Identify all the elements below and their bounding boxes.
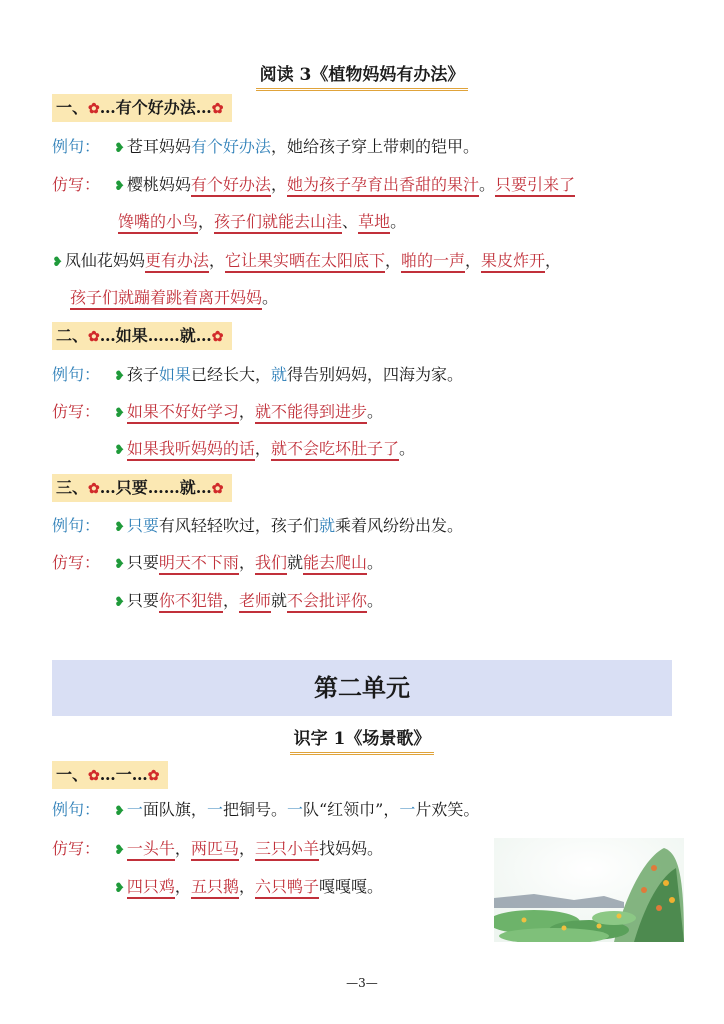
page-number: —3— — [346, 976, 378, 990]
keyword: 一 — [126, 800, 143, 819]
leaf-icon: ❥ — [114, 443, 125, 458]
example-sentence — [52, 136, 479, 160]
imitation-label: 仿写： — [52, 553, 101, 572]
underlined-phrase: 她为孩子孕育出香甜的果汁 — [287, 175, 479, 197]
section-number: 二、 — [56, 326, 89, 345]
imitation-sentence-1 — [52, 174, 575, 198]
text: 就 — [286, 553, 303, 572]
imitation-sentence-1-cont — [118, 211, 406, 233]
underlined-phrase: 孩子们就能去山洼 — [214, 212, 342, 234]
text: 樱桃妈妈 — [126, 175, 191, 194]
keyword: 一 — [286, 800, 303, 819]
text: 队“红领巾”， — [302, 800, 400, 819]
flower-icon: ✿ — [211, 329, 224, 345]
text: 有风轻轻吹过，孩子们 — [158, 516, 319, 535]
section-number: 一、 — [56, 765, 89, 784]
leaf-icon: ❥ — [114, 804, 125, 819]
section-pattern: …只要……就… — [99, 478, 212, 497]
text: 。 — [398, 439, 415, 458]
text: 、 — [342, 212, 359, 231]
text: ， — [208, 251, 225, 270]
imitation-sentence-1 — [52, 552, 383, 576]
text: ， — [198, 212, 215, 231]
text: ， — [545, 251, 562, 270]
flower-icon: ✿ — [88, 768, 100, 784]
imitation-sentence-1 — [52, 401, 383, 425]
text: 孩子 — [126, 365, 159, 384]
section-header-3 — [52, 474, 232, 502]
keyword: 只要 — [126, 516, 159, 535]
text: ， — [174, 839, 191, 858]
text: ， — [238, 839, 255, 858]
flower-icon: ✿ — [147, 768, 160, 784]
underlined-phrase: 更有办法 — [145, 251, 209, 273]
text: 就 — [270, 591, 287, 610]
underlined-phrase: 孩子们就蹦着跳着离开妈妈 — [70, 288, 262, 310]
lesson-title-text: 阅读 3《植物妈妈有办法》 — [256, 60, 469, 91]
example-sentence — [52, 364, 463, 388]
section-pattern: …一… — [99, 765, 148, 784]
leaf-icon: ❥ — [114, 406, 125, 421]
underlined-phrase: 不会批评你 — [287, 591, 367, 613]
leaf-icon: ❥ — [114, 141, 125, 156]
text: ， — [238, 402, 255, 421]
text: 把铜号。 — [222, 800, 287, 819]
section-header-1 — [52, 94, 232, 122]
underlined-phrase: 一头牛 — [127, 839, 175, 861]
pond-scene-illustration — [494, 838, 684, 942]
section-pattern: …如果……就… — [99, 326, 212, 345]
underlined-phrase: 我们 — [255, 553, 287, 575]
flower-icon: ✿ — [211, 101, 224, 117]
underlined-phrase: 如果不好好学习 — [127, 402, 239, 424]
text: 面队旗， — [142, 800, 207, 819]
text: 。 — [390, 212, 407, 231]
imitation-sentence-1 — [52, 838, 383, 862]
leaf-icon: ❥ — [114, 843, 125, 858]
text: ， — [238, 553, 255, 572]
example-sentence — [52, 799, 479, 823]
keyword: 就 — [270, 365, 287, 384]
underlined-phrase: 六只鸭子 — [255, 877, 319, 899]
keyword: 就 — [318, 516, 335, 535]
example-label: 例句： — [52, 365, 101, 384]
text: ， — [238, 877, 255, 896]
keyword: 如果 — [158, 365, 191, 384]
flower-icon: ✿ — [88, 101, 100, 117]
text: ， — [384, 251, 401, 270]
underlined-phrase: 老师 — [239, 591, 271, 613]
underlined-phrase: 你不犯错 — [159, 591, 223, 613]
section-header-1 — [52, 761, 168, 789]
text: ， — [270, 175, 287, 194]
underlined-phrase: 馋嘴的小鸟 — [118, 212, 198, 234]
underlined-phrase: 就不能得到进步 — [255, 402, 367, 424]
leaf-icon: ❥ — [114, 557, 125, 572]
imitation-label: 仿写： — [52, 402, 101, 421]
text: 。 — [367, 591, 384, 610]
underlined-phrase: 草地 — [358, 212, 390, 234]
imitation-sentence-2 — [114, 876, 383, 900]
leaf-icon: ❥ — [114, 179, 125, 194]
leaf-icon: ❥ — [52, 255, 63, 270]
example-sentence — [52, 515, 463, 539]
example-label: 例句： — [52, 137, 101, 156]
text: 找妈妈。 — [318, 839, 383, 858]
imitation-sentence-2-cont — [70, 287, 278, 309]
imitation-sentence-2 — [114, 590, 383, 614]
underlined-phrase: 果皮炸开 — [481, 251, 545, 273]
underlined-phrase: 它让果实晒在太阳底下 — [225, 251, 385, 273]
text: 凤仙花妈妈 — [64, 251, 145, 270]
underlined-phrase: 能去爬山 — [303, 553, 367, 575]
keyword: 一 — [399, 800, 416, 819]
flower-icon: ✿ — [88, 481, 100, 497]
underlined-phrase: 明天不下雨 — [159, 553, 239, 575]
flower-icon: ✿ — [88, 329, 100, 345]
underlined-phrase: 就不会吃坏肚子了 — [271, 439, 399, 461]
keyword: 一 — [206, 800, 223, 819]
imitation-sentence-2 — [114, 438, 415, 462]
text: 。 — [262, 288, 279, 307]
leaf-icon: ❥ — [114, 369, 125, 384]
underlined-phrase: 四只鸡 — [127, 877, 175, 899]
text: 只要 — [126, 591, 159, 610]
text: 嘎嘎嘎。 — [318, 877, 383, 896]
lesson-title — [0, 60, 724, 91]
leaf-icon: ❥ — [114, 595, 125, 610]
text: ， — [222, 591, 239, 610]
example-label: 例句： — [52, 800, 101, 819]
flower-icon: ✿ — [211, 481, 224, 497]
imitation-label: 仿写： — [52, 175, 101, 194]
underlined-phrase: 五只鹅 — [191, 877, 239, 899]
text: 。 — [367, 553, 384, 572]
example-label: 例句： — [52, 516, 101, 535]
underlined-phrase: 有个好办法 — [191, 175, 271, 197]
section-header-2 — [52, 322, 232, 350]
imitation-sentence-2 — [52, 250, 561, 274]
leaf-icon: ❥ — [114, 520, 125, 535]
text: 苍耳妈妈 — [126, 137, 191, 156]
leaf-icon: ❥ — [114, 881, 125, 896]
section-number: 一、 — [56, 98, 89, 117]
imitation-label: 仿写： — [52, 839, 101, 858]
text: ，她给孩子穿上带刺的铠甲。 — [270, 137, 479, 156]
text: 只要 — [126, 553, 159, 572]
underlined-phrase: 如果我听妈妈的话 — [127, 439, 255, 461]
unit-heading: 第二单元 — [52, 660, 672, 716]
text: 片欢笑。 — [415, 800, 480, 819]
underlined-phrase: 两匹马 — [191, 839, 239, 861]
text: ， — [465, 251, 482, 270]
text: 。 — [366, 402, 383, 421]
text: 已经长大， — [190, 365, 271, 384]
section-number: 三、 — [56, 478, 89, 497]
section-pattern: …有个好办法… — [99, 98, 212, 117]
text: ， — [174, 877, 191, 896]
lesson-title-text: 识字 1《场景歌》 — [290, 724, 435, 755]
text: 得告别妈妈，四海为家。 — [286, 365, 463, 384]
text: 。 — [478, 175, 495, 194]
lesson-title — [0, 724, 724, 755]
underlined-phrase: 啪的一声 — [401, 251, 465, 273]
text: 乘着风纷纷出发。 — [334, 516, 463, 535]
keyword: 有个好办法 — [190, 137, 271, 156]
underlined-phrase: 三只小羊 — [255, 839, 319, 861]
text: ， — [254, 439, 271, 458]
underlined-phrase: 只要引来了 — [495, 175, 575, 197]
